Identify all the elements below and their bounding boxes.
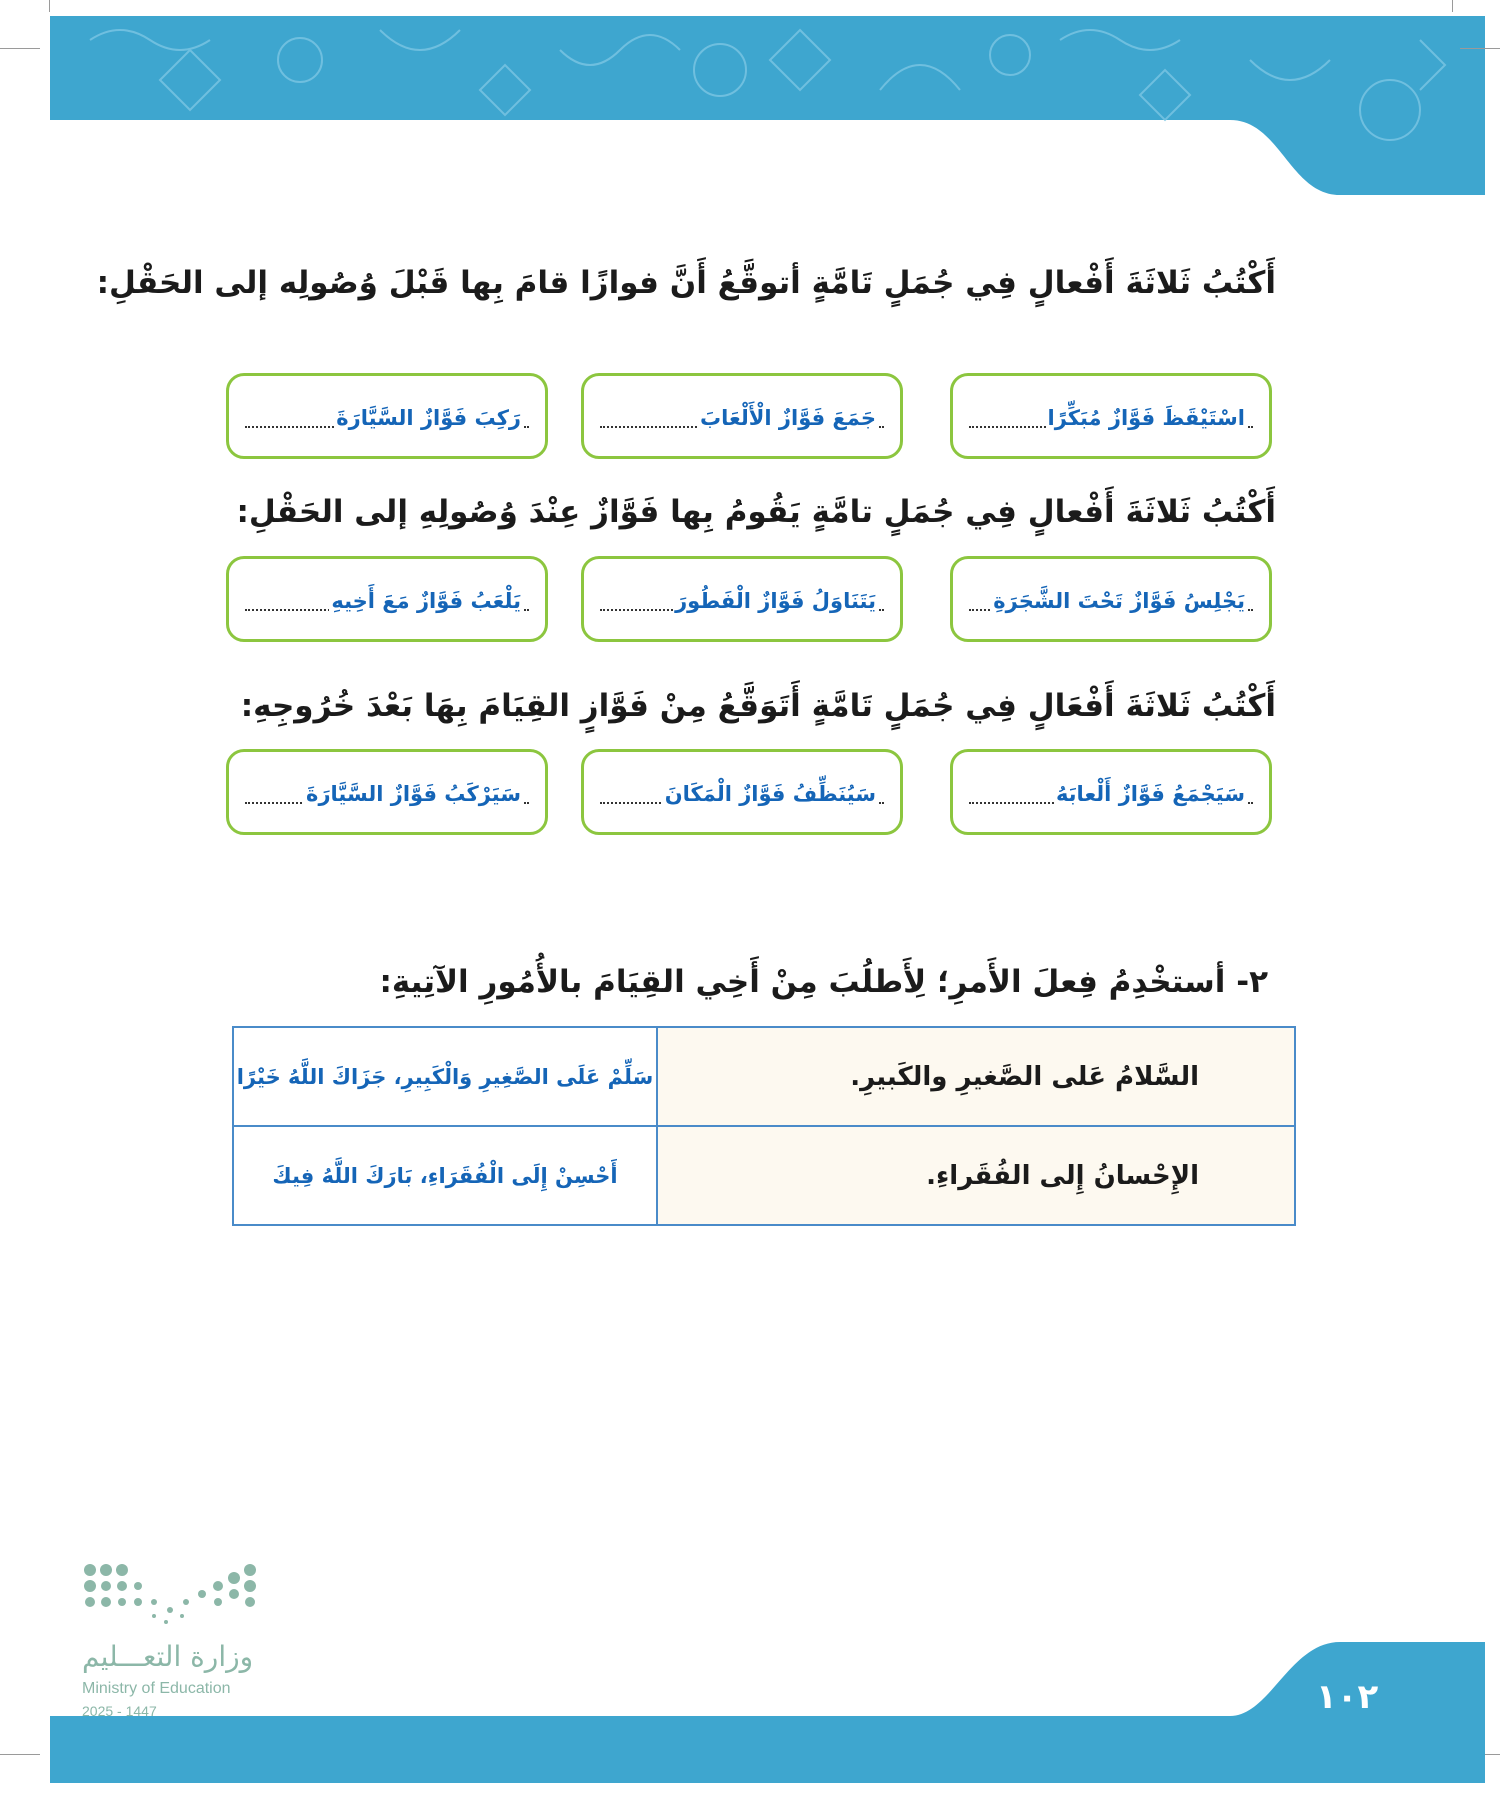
- ministry-year: 2025 - 1447: [82, 1703, 157, 1719]
- answer-box[interactable]: [950, 556, 1272, 642]
- table-cell-answer[interactable]: أَحْسِنْ إِلَى الْفُقَرَاءِ، بَارَكَ اللَّهُ فِيكَ: [233, 1126, 657, 1225]
- table-row: [233, 1126, 1295, 1225]
- answer-text: اسْتَيْقَظَ فَوَّازٌ مُبَكِّرًا: [1047, 406, 1245, 430]
- answer-text: سَيَرْكَبُ فَوَّازٌ السَّيَّارَةَ: [306, 782, 521, 806]
- answer-box[interactable]: [950, 749, 1272, 835]
- table-row: [233, 1027, 1295, 1126]
- answer-box[interactable]: [226, 556, 548, 642]
- answer-box[interactable]: [581, 556, 903, 642]
- command-table: [232, 1026, 1296, 1226]
- question-2-title: ٢- أستخْدِمُ فِعلَ الأَمرِ؛ لِأَطلُبَ مِنْ أَخِي القِيَامَ بالأُمُورِ الآتِيةِ:: [379, 964, 1268, 1000]
- page-number: ١٠٢: [1316, 1677, 1379, 1717]
- crop-mark: [0, 48, 40, 49]
- answer-box[interactable]: [581, 749, 903, 835]
- answer-box[interactable]: [581, 373, 903, 459]
- ministry-name-arabic: وزارة التعـــليم: [82, 1640, 254, 1673]
- answer-box[interactable]: [950, 373, 1272, 459]
- answer-text: سَيُنَظِّفُ فَوَّازٌ الْمَكَانَ: [664, 782, 876, 806]
- answer-text: رَكِبَ فَوَّازٌ السَّيَّارَةَ: [336, 406, 521, 430]
- answer-box[interactable]: [226, 373, 548, 459]
- table-cell-answer[interactable]: سَلِّمْ عَلَى الصَّغِيرِ وَالْكَبِيرِ، جَزَاكَ اللَّهُ خَيْرًا: [233, 1027, 657, 1126]
- answer-text: يَجْلِسُ فَوَّازٌ تَحْتَ الشَّجَرَةِ: [993, 589, 1245, 613]
- answer-text: يَتَنَاوَلُ فَوَّازٌ الْفَطُورَ: [675, 589, 876, 613]
- crop-mark: [1460, 48, 1500, 49]
- instruction-2: أَكْتُبُ ثَلاثَةَ أَفْعالٍ فِي جُمَلٍ تامَّةٍ يَقُومُ بِها فَوَّازٌ عِنْدَ وُصُولِهِ إلى الحَقْلِ:: [236, 494, 1276, 530]
- ministry-name-english: Ministry of Education: [82, 1680, 231, 1697]
- answer-box[interactable]: [226, 749, 548, 835]
- answer-text: جَمَعَ فَوَّازٌ الْأَلْعَابَ: [700, 406, 876, 430]
- crop-mark: [49, 0, 50, 12]
- header-band: [0, 0, 1500, 200]
- table-cell-item: السَّلامُ عَلى الصَّغيرِ والكَبيرِ.: [657, 1027, 1295, 1126]
- instruction-1: أَكْتُبُ ثَلاثَةَ أَفْعالٍ فِي جُمَلٍ تَامَّةٍ أتوقَّعُ أَنَّ فوازًا قامَ بِها قَبْلَ وُصُولِه إلى الحَقْلِ:: [96, 265, 1276, 301]
- instruction-3: أَكْتُبُ ثَلاثَةَ أَفْعَالٍ فِي جُمَلٍ تَامَّةٍ أَتَوَقَّعُ مِنْ فَوَّازٍ القِيَامَ بِهَا بَعْدَ خُرُوجِهِ:: [240, 688, 1276, 724]
- crop-mark: [1452, 0, 1453, 12]
- table-cell-item: الإِحْسانُ إِلى الفُقَراءِ.: [657, 1126, 1295, 1225]
- answer-text: سَيَجْمَعُ فَوَّازٌ أَلْعابَهُ: [1055, 782, 1245, 806]
- answer-text: يَلْعَبُ فَوَّازٌ مَعَ أَخِيهِ: [331, 589, 521, 613]
